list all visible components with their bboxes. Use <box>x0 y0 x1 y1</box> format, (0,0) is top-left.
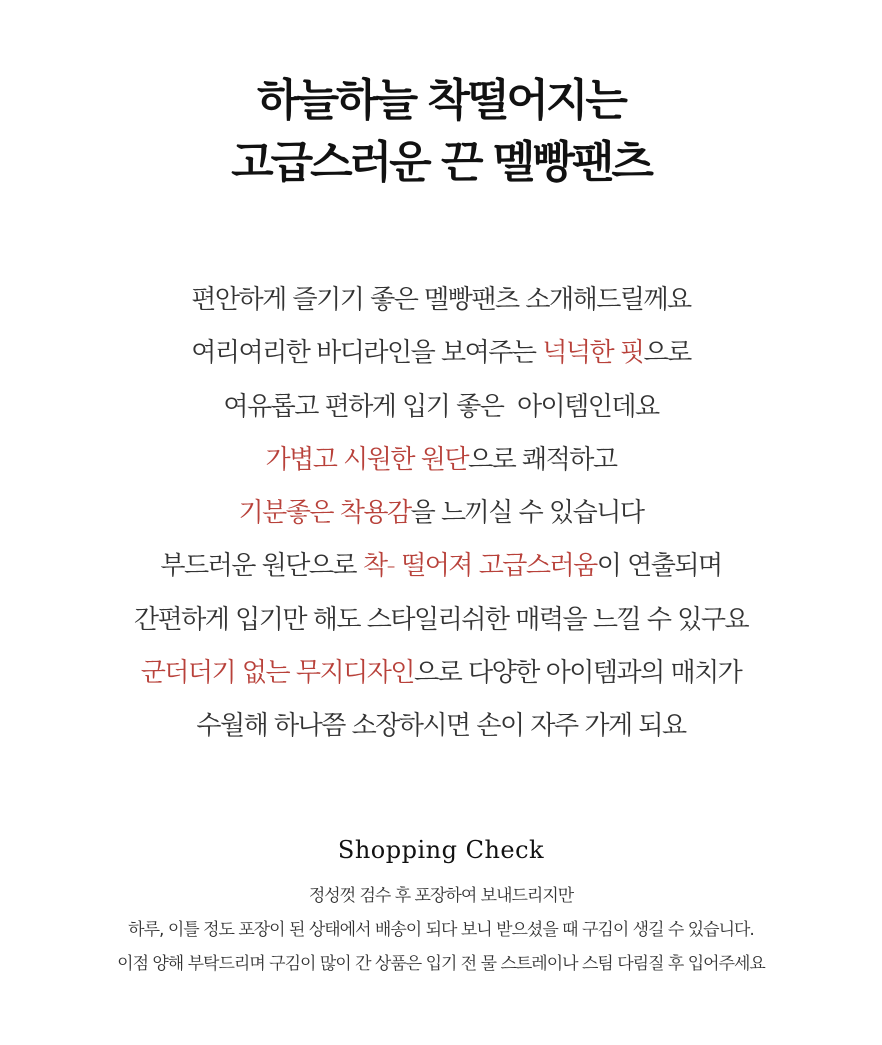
product-description <box>0 274 882 754</box>
description-line-9 <box>0 700 882 753</box>
description-line-4 <box>0 434 882 487</box>
headline-line-1: 하늘하늘 착떨어지는 <box>257 75 625 126</box>
description-line-1 <box>0 274 882 327</box>
shopping-check-line-3: 이점 양해 부탁드리며 구김이 많이 간 상품은 입기 전 물 스트레이나 스팀 다림질 후 입어주세요 <box>117 954 765 974</box>
description-text: 수월해 하나쯤 소장하시면 손이 자주 가게 되요 <box>196 711 686 742</box>
description-line-5 <box>0 487 882 540</box>
description-text: 이 연출되며 <box>596 551 722 582</box>
description-line-2 <box>0 327 882 380</box>
shopping-check-line-1: 정성껏 검수 후 포장하여 보내드리지만 <box>308 886 574 906</box>
description-text: 을 느끼실 수 있습니다 <box>410 498 644 529</box>
description-line-8 <box>0 647 882 700</box>
description-text: 으로 다양한 아이템과의 매치가 <box>414 658 742 689</box>
description-text: 여유롭고 편하게 입기 좋은 아이템인데요 <box>223 391 659 422</box>
shopping-check-line-2: 하루, 이틀 정도 포장이 된 상태에서 배송이 되다 보니 받으셨을 때 구김이 생길 수 있습니다. <box>128 920 754 940</box>
description-text: 편안하게 즐기기 좋은 멜빵팬츠 소개해드릴께요 <box>191 285 691 315</box>
description-text: 으로 쾌적하고 <box>468 444 617 475</box>
description-highlight: 군더더기 없는 무지디자인 <box>140 658 414 689</box>
shopping-check-title: Shopping Check <box>337 836 545 864</box>
description-line-7 <box>0 594 882 647</box>
description-text: 간편하게 입기만 해도 스타일리쉬한 매력을 느낄 수 있구요 <box>133 604 749 635</box>
description-text: 여리여리한 바디라인을 보여주는 <box>191 338 543 369</box>
description-highlight: 기분좋은 착용감 <box>238 498 411 529</box>
description-text: 으로 <box>643 338 691 369</box>
description-line-6 <box>0 540 882 593</box>
description-text: 부드러운 원단으로 <box>160 551 363 582</box>
description-line-3 <box>0 381 882 434</box>
product-headline <box>0 70 882 194</box>
description-highlight: 착- 떨어져 고급스러움 <box>362 551 597 582</box>
headline-line-2: 고급스러운 끈 멜빵팬츠 <box>231 137 651 188</box>
description-highlight: 넉넉한 핏 <box>542 338 644 369</box>
shopping-check-notice <box>0 879 882 981</box>
description-highlight: 가볍고 시원한 원단 <box>265 444 468 475</box>
